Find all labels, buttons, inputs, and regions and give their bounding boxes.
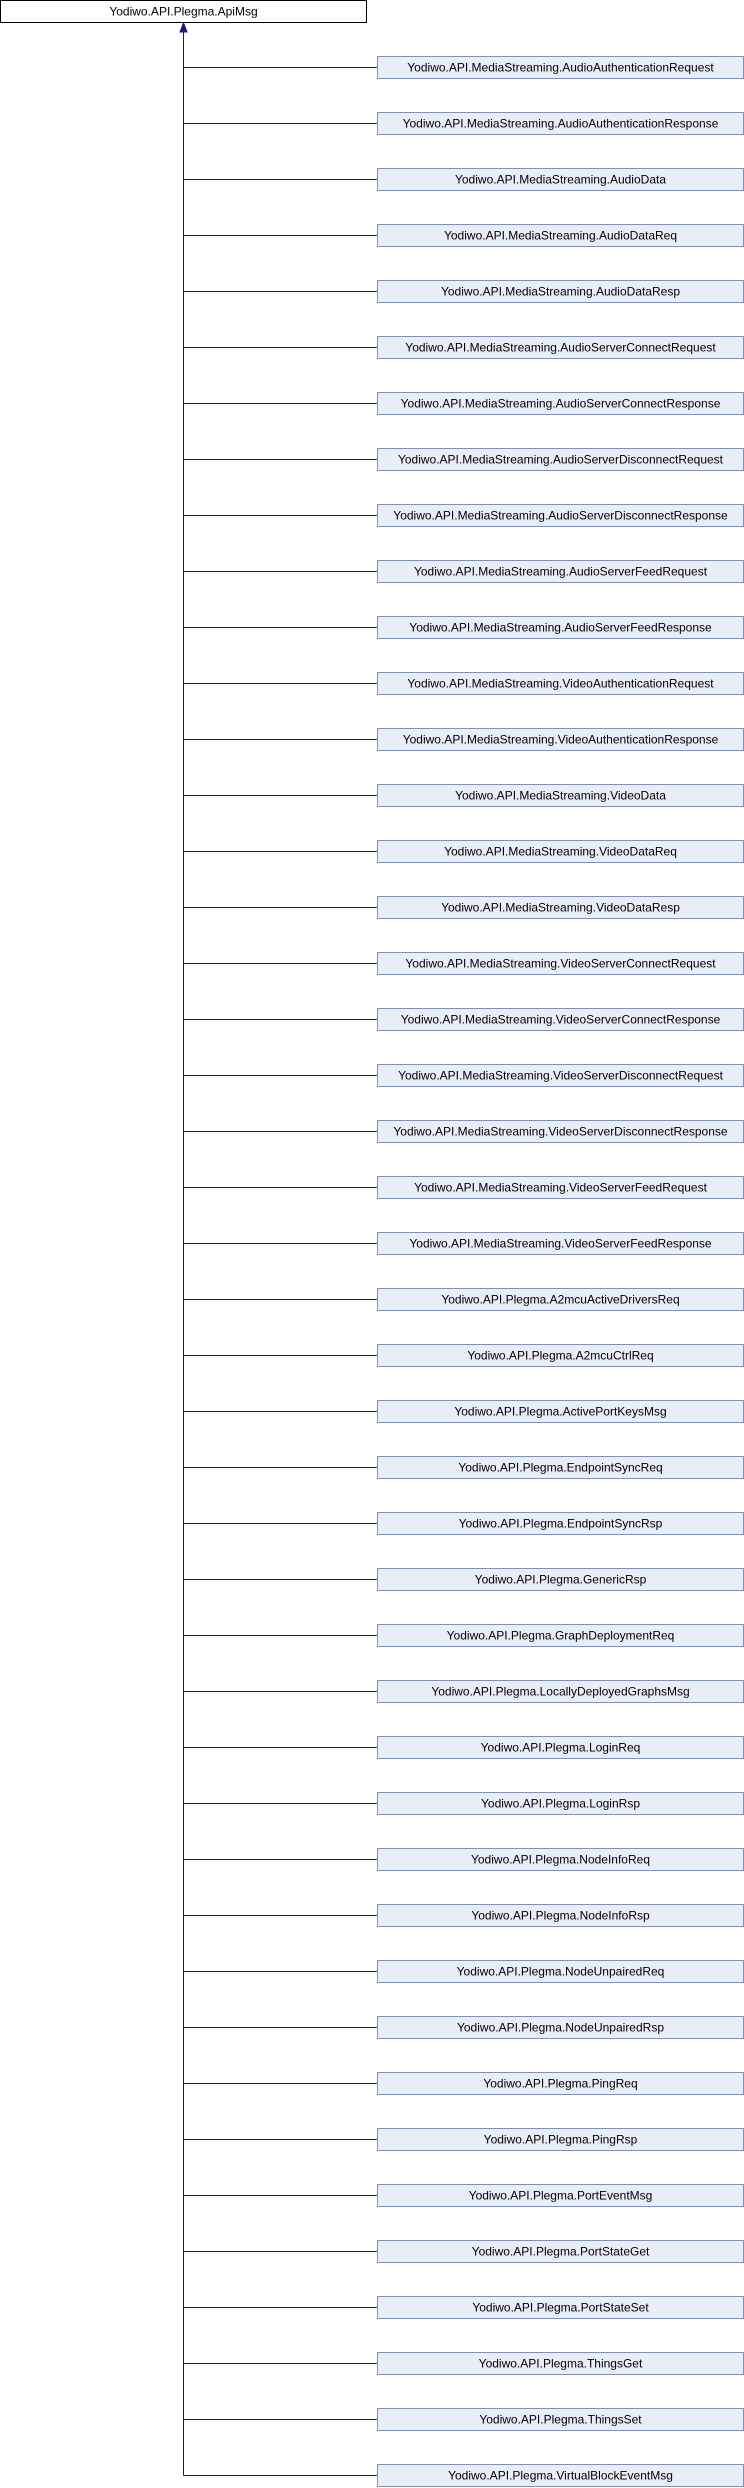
derived-class-label: Yodiwo.API.Plegma.PingReq	[483, 2076, 638, 2091]
base-class-node[interactable]	[1, 1, 367, 23]
derived-class-label: Yodiwo.API.Plegma.LocallyDeployedGraphsMsg	[431, 1684, 690, 1699]
derived-class-label: Yodiwo.API.Plegma.GenericRsp	[474, 1572, 647, 1587]
derived-class-label: Yodiwo.API.Plegma.NodeUnpairedReq	[456, 1964, 665, 1979]
derived-class-node[interactable]	[378, 1121, 744, 1143]
derived-class-label: Yodiwo.API.Plegma.PortEventMsg	[468, 2188, 653, 2203]
derived-class-node[interactable]	[378, 1905, 744, 1927]
derived-class-node[interactable]	[378, 1401, 744, 1423]
derived-class-node[interactable]	[378, 449, 744, 471]
derived-class-node[interactable]	[378, 1513, 744, 1535]
derived-class-label: Yodiwo.API.Plegma.ThingsGet	[478, 2356, 643, 2371]
derived-class-node[interactable]	[378, 617, 744, 639]
derived-class-node[interactable]	[378, 2353, 744, 2375]
derived-class-label: Yodiwo.API.MediaStreaming.VideoServerConnectRequest	[405, 956, 716, 971]
derived-class-node[interactable]	[378, 953, 744, 975]
derived-class-label: Yodiwo.API.Plegma.ActivePortKeysMsg	[454, 1404, 667, 1419]
derived-class-node[interactable]	[378, 281, 744, 303]
derived-class-label: Yodiwo.API.Plegma.LoginReq	[480, 1740, 641, 1755]
derived-class-label: Yodiwo.API.MediaStreaming.VideoServerDisconnectRequest	[398, 1068, 723, 1083]
derived-class-label: Yodiwo.API.MediaStreaming.AudioServerFeedResponse	[409, 620, 712, 635]
derived-class-label: Yodiwo.API.MediaStreaming.AudioServerDisconnectRequest	[397, 452, 724, 467]
derived-class-node[interactable]	[378, 505, 744, 527]
derived-class-node[interactable]	[378, 1009, 744, 1031]
derived-class-node[interactable]	[378, 225, 744, 247]
derived-class-label: Yodiwo.API.Plegma.NodeInfoRsp	[471, 1908, 650, 1923]
inheritance-edges	[180, 23, 378, 2476]
derived-class-node[interactable]	[378, 2297, 744, 2319]
derived-class-label: Yodiwo.API.Plegma.PortStateSet	[472, 2300, 649, 2315]
derived-class-label: Yodiwo.API.Plegma.A2mcuCtrlReq	[467, 1348, 654, 1363]
derived-class-label: Yodiwo.API.MediaStreaming.VideoServerFeedResponse	[409, 1236, 712, 1251]
derived-class-label: Yodiwo.API.Plegma.A2mcuActiveDriversReq	[441, 1292, 680, 1307]
derived-class-node[interactable]	[378, 1849, 744, 1871]
derived-class-node[interactable]	[378, 169, 744, 191]
derived-class-label: Yodiwo.API.MediaStreaming.AudioServerConnectRequest	[405, 340, 716, 355]
derived-class-label: Yodiwo.API.Plegma.LoginRsp	[481, 1796, 640, 1811]
derived-class-node[interactable]	[378, 1569, 744, 1591]
derived-class-label: Yodiwo.API.MediaStreaming.VideoDataReq	[444, 844, 677, 859]
derived-class-label: Yodiwo.API.Plegma.GraphDeploymentReq	[446, 1628, 675, 1643]
derived-class-node[interactable]	[378, 561, 744, 583]
derived-class-node[interactable]	[378, 1289, 744, 1311]
derived-class-node[interactable]	[378, 1177, 744, 1199]
derived-class-label: Yodiwo.API.Plegma.EndpointSyncRsp	[458, 1516, 663, 1531]
inheritance-arrowhead-icon	[180, 23, 187, 32]
derived-class-label: Yodiwo.API.MediaStreaming.VideoAuthenticationResponse	[402, 732, 719, 747]
derived-class-node[interactable]	[378, 1233, 744, 1255]
derived-class-node[interactable]	[378, 1345, 744, 1367]
derived-class-node[interactable]	[378, 337, 744, 359]
derived-class-nodes	[378, 57, 744, 2487]
derived-class-label: Yodiwo.API.MediaStreaming.VideoData	[455, 788, 666, 803]
derived-class-label: Yodiwo.API.MediaStreaming.VideoServerFeedRequest	[414, 1180, 707, 1195]
derived-class-label: Yodiwo.API.Plegma.EndpointSyncReq	[458, 1460, 663, 1475]
derived-class-label: Yodiwo.API.Plegma.PortStateGet	[471, 2244, 650, 2259]
derived-class-node[interactable]	[378, 2073, 744, 2095]
derived-class-node[interactable]	[378, 1961, 744, 1983]
derived-class-node[interactable]	[378, 57, 744, 79]
derived-class-node[interactable]	[378, 1681, 744, 1703]
derived-class-label: Yodiwo.API.MediaStreaming.AudioDataResp	[440, 284, 681, 299]
derived-class-node[interactable]	[378, 1793, 744, 1815]
derived-class-label: Yodiwo.API.MediaStreaming.AudioServerConnectResponse	[400, 396, 721, 411]
derived-class-node[interactable]	[378, 113, 744, 135]
derived-class-node[interactable]	[378, 2409, 744, 2431]
derived-class-node[interactable]	[378, 841, 744, 863]
derived-class-node[interactable]	[378, 1065, 744, 1087]
derived-class-node[interactable]	[378, 2185, 744, 2207]
derived-class-node[interactable]	[378, 729, 744, 751]
derived-class-label: Yodiwo.API.MediaStreaming.AudioAuthenticationResponse	[402, 116, 719, 131]
derived-class-node[interactable]	[378, 2129, 744, 2151]
derived-class-node[interactable]	[378, 1625, 744, 1647]
derived-class-label: Yodiwo.API.MediaStreaming.AudioServerDisconnectResponse	[393, 508, 728, 523]
derived-class-label: Yodiwo.API.MediaStreaming.VideoServerDisconnectResponse	[393, 1124, 728, 1139]
derived-class-label: Yodiwo.API.Plegma.ThingsSet	[479, 2412, 642, 2427]
derived-class-node[interactable]	[378, 1457, 744, 1479]
derived-class-node[interactable]	[378, 1737, 744, 1759]
base-class-label: Yodiwo.API.Plegma.ApiMsg	[109, 4, 258, 19]
derived-class-node[interactable]	[378, 897, 744, 919]
derived-class-node[interactable]	[378, 673, 744, 695]
derived-class-node[interactable]	[378, 2241, 744, 2263]
derived-class-node[interactable]	[378, 2017, 744, 2039]
derived-class-label: Yodiwo.API.MediaStreaming.VideoServerConnectResponse	[400, 1012, 721, 1027]
derived-class-label: Yodiwo.API.Plegma.NodeUnpairedRsp	[456, 2020, 665, 2035]
derived-class-node[interactable]	[378, 393, 744, 415]
derived-class-label: Yodiwo.API.MediaStreaming.AudioAuthenticationRequest	[407, 60, 714, 75]
derived-class-node[interactable]	[378, 785, 744, 807]
derived-class-label: Yodiwo.API.Plegma.PingRsp	[483, 2132, 638, 2147]
derived-class-label: Yodiwo.API.MediaStreaming.AudioDataReq	[443, 228, 678, 243]
derived-class-label: Yodiwo.API.MediaStreaming.AudioServerFeedRequest	[413, 564, 708, 579]
derived-class-label: Yodiwo.API.Plegma.NodeInfoReq	[470, 1852, 651, 1867]
derived-class-label: Yodiwo.API.Plegma.VirtualBlockEventMsg	[448, 2468, 673, 2483]
derived-class-node[interactable]	[378, 2465, 744, 2487]
derived-class-label: Yodiwo.API.MediaStreaming.AudioData	[454, 172, 667, 187]
derived-class-label: Yodiwo.API.MediaStreaming.VideoDataResp	[441, 900, 680, 915]
derived-class-label: Yodiwo.API.MediaStreaming.VideoAuthenticationRequest	[407, 676, 714, 691]
